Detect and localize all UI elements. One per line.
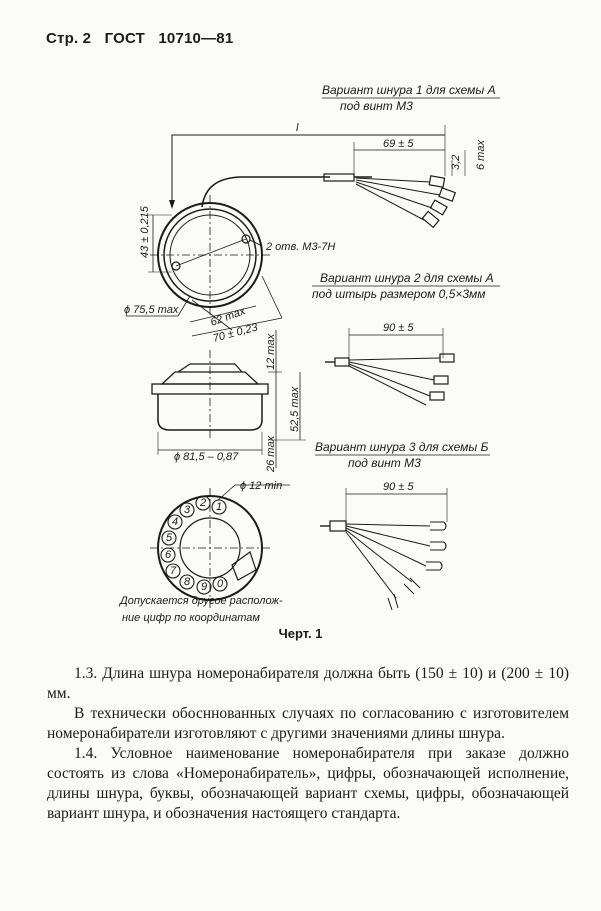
dim-62max: 62 max <box>208 305 247 329</box>
dim-6max: 6 max <box>475 140 487 170</box>
standard-number: 10710—81 <box>158 30 234 47</box>
dial-digit: 9 <box>200 581 208 593</box>
dim-69: 69 ± 5 <box>383 138 414 150</box>
dial-digit: 8 <box>183 576 191 588</box>
dim-26max: 26 max <box>265 435 277 472</box>
dim-length: l <box>296 122 299 134</box>
note-line-2: ние цифр по координатам <box>122 612 260 624</box>
note-line-1: Допускается другое располож- <box>120 595 283 607</box>
dial-digit: 7 <box>169 565 177 577</box>
paragraph: 1.4. Условное наименование номеронабирателя при заказе должно состоять из слова «Номеронабиратель», цифры, обозначающей исполнение, длины шнура, буквы, обозначающей вариант схемы, цифры, обозначающей вариант шнура, и обозначения настоящего стандарта. <box>47 745 569 822</box>
dim-90-a: 90 ± 5 <box>383 322 414 334</box>
cord-variant-2 <box>312 286 500 405</box>
dial-digit: 2 <box>199 497 207 509</box>
cord-variant-3 <box>315 455 490 610</box>
holes-label: 2 отв. М3-7Н <box>266 241 336 253</box>
paragraph: 1.3. Длина шнура номеронабирателя должна быть (150 ± 10) и (200 ± 10) мм. <box>47 665 569 702</box>
dial-digit: 4 <box>171 516 179 528</box>
dim-90-b: 90 ± 5 <box>383 481 414 493</box>
dim-52-5: 52,5 max <box>289 386 301 432</box>
dialer-side-view <box>152 330 306 468</box>
dial-digit: 5 <box>165 532 173 544</box>
dial-digit: 0 <box>216 578 224 590</box>
figure-caption: Черт. 1 <box>278 626 323 641</box>
dial-digit: 3 <box>183 504 191 516</box>
variant3-subtitle: под винт М3 <box>348 456 421 470</box>
dial-digit: 6 <box>164 549 172 561</box>
paragraph: В технически обосннованных случаях по согласованию с изготовителем номеронабиратели изготовляют с другими значениями длины шнура. <box>47 705 569 742</box>
body-text <box>47 664 569 824</box>
dia-75-5: ϕ 75,5 max <box>124 304 179 316</box>
dia-12min: ϕ 12 min <box>240 480 283 492</box>
dim-70: 70 ± 0,23 <box>211 321 260 345</box>
dim-3-2: 3,2 <box>450 154 462 170</box>
dial-digit: 1 <box>215 501 223 513</box>
variant1-title: Вариант шнура 1 для схемы А <box>322 83 496 97</box>
dim-12max: 12 max <box>265 333 277 370</box>
variant2-title: Вариант шнура 2 для схемы А <box>320 271 494 285</box>
cord-variant-1 <box>322 98 500 227</box>
variant3-title: Вариант шнура 3 для схемы Б <box>315 440 489 454</box>
dial-digits <box>161 496 227 594</box>
dia-81-5: ϕ 81,5 – 0,87 <box>174 451 239 463</box>
variant1-subtitle: под винт М3 <box>340 99 413 113</box>
standard-label: ГОСТ <box>104 30 145 47</box>
dim-43: 43 ± 0,215 <box>139 206 151 258</box>
variant2-subtitle: под штырь размером 0,5×3мм <box>312 287 486 301</box>
page-number: Стр. 2 <box>46 30 92 47</box>
